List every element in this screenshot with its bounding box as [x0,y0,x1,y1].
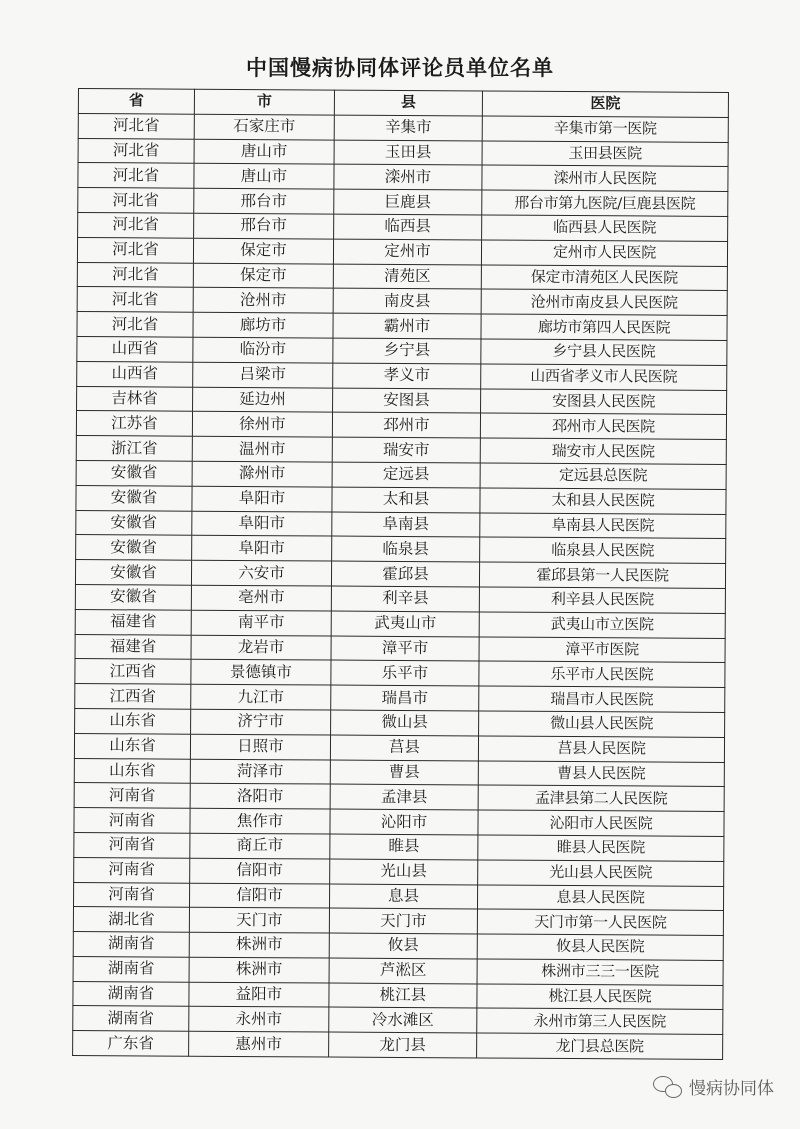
cell-hospital: 武夷山市立医院 [479,612,725,638]
cell-county: 冷水滩区 [329,1008,477,1034]
cell-county: 霍邱县 [331,561,479,587]
cell-county: 光山县 [330,859,478,885]
cell-city: 邢台市 [194,213,334,239]
cell-county: 定远县 [332,462,480,488]
cell-hospital: 瑞昌市人民医院 [479,686,725,712]
watermark-text: 慢病协同体 [689,1079,774,1099]
cell-city: 阜阳市 [192,511,332,537]
cell-province: 河北省 [78,188,194,214]
cell-hospital: 滦州市人民医院 [482,165,728,191]
cell-hospital: 廊坊市第四人民医院 [481,314,727,340]
cell-county: 临西县 [334,214,482,240]
cell-city: 信阳市 [190,858,330,884]
cell-county: 武夷山市 [331,611,479,637]
cell-county: 曹县 [330,760,478,786]
cell-county: 莒县 [330,735,478,761]
cell-county: 乐平市 [331,660,479,686]
cell-province: 山西省 [77,361,193,387]
cell-county: 睢县 [330,834,478,860]
cell-hospital: 攸县人民医院 [477,934,723,960]
cell-city: 九江市 [191,684,331,710]
cell-hospital: 保定市清苑区人民医院 [481,265,727,291]
cell-province: 安徽省 [76,510,192,536]
cell-county: 临泉县 [332,536,480,562]
cell-hospital: 定远县总医院 [480,463,726,489]
cell-county: 玉田县 [334,140,482,166]
cell-city: 延边州 [193,387,333,413]
cell-province: 浙江省 [76,436,192,462]
cell-province: 福建省 [75,609,191,635]
cell-province: 河北省 [77,312,193,338]
cell-hospital: 辛集市第一医院 [482,116,728,142]
header-hospital: 医院 [482,91,728,117]
header-province: 省 [78,89,194,115]
cell-county: 乡宁县 [333,338,481,364]
cell-province: 山西省 [77,336,193,362]
cell-city: 保定市 [193,263,333,289]
cell-city: 石家庄市 [194,114,334,140]
cell-city: 唐山市 [194,164,334,190]
cell-city: 菏泽市 [190,759,330,785]
cell-hospital: 光山县人民医院 [478,860,724,886]
header-county: 县 [334,90,482,116]
cell-hospital: 乡宁县人民医院 [481,339,727,365]
cell-hospital: 邳州市人民医院 [480,413,726,439]
cell-province: 吉林省 [77,386,193,412]
header-city: 市 [194,89,334,115]
cell-province: 河南省 [74,808,190,834]
cell-city: 唐山市 [194,139,334,165]
cell-county: 辛集市 [334,115,482,141]
cell-county: 瑞昌市 [331,685,479,711]
watermark [653,1074,774,1099]
cell-county: 微山县 [331,710,479,736]
cell-hospital: 邢台市第九医院/巨鹿县医院 [482,190,728,216]
cell-city: 滁州市 [192,461,332,487]
cell-hospital: 利辛县人民医院 [479,587,725,613]
cell-province: 河北省 [78,163,194,189]
cell-hospital: 山西省孝义市人民医院 [481,364,727,390]
cell-county: 南皮县 [333,288,481,314]
cell-province: 山东省 [74,733,190,759]
cell-province: 安徽省 [75,560,191,586]
cell-city: 吕梁市 [193,362,333,388]
cell-province: 河北省 [78,113,194,139]
cell-county: 孟津县 [330,784,478,810]
cell-city: 温州市 [192,436,332,462]
cell-hospital: 临西县人民医院 [482,215,728,241]
cell-hospital: 定州市人民医院 [481,240,727,266]
cell-province: 河南省 [74,783,190,809]
cell-county: 息县 [329,884,477,910]
cell-hospital: 息县人民医院 [477,884,723,910]
cell-province: 福建省 [75,634,191,660]
cell-county: 利辛县 [331,586,479,612]
cell-hospital: 漳平市医院 [479,636,725,662]
cell-hospital: 沁阳市人民医院 [478,810,724,836]
cell-city: 阜阳市 [192,486,332,512]
cell-province: 安徽省 [75,584,191,610]
cell-hospital: 龙门县总医院 [477,1033,723,1059]
cell-province: 河北省 [77,237,193,263]
page-title: 中国慢病协同体评论员单位名单 [246,56,554,80]
cell-province: 河北省 [77,287,193,313]
cell-hospital: 桃江县人民医院 [477,984,723,1010]
cell-city: 景德镇市 [191,660,331,686]
cell-city: 邢台市 [194,188,334,214]
cell-hospital: 孟津县第二人民医院 [478,785,724,811]
cell-hospital: 天门市第一人民医院 [477,909,723,935]
cell-county: 阜南县 [332,512,480,538]
cell-city: 保定市 [193,238,333,264]
cell-province: 湖南省 [73,956,189,982]
cell-hospital: 太和县人民医院 [480,488,726,514]
cell-county: 安图县 [333,388,481,414]
cell-county: 孝义市 [333,363,481,389]
cell-province: 江西省 [75,659,191,685]
cell-hospital: 安图县人民医院 [481,389,727,415]
cell-hospital: 阜南县人民医院 [480,513,726,539]
cell-county: 漳平市 [331,636,479,662]
cell-city: 洛阳市 [190,784,330,810]
cell-city: 阜阳市 [192,536,332,562]
cell-city: 临汾市 [193,337,333,363]
cell-province: 安徽省 [76,485,192,511]
cell-city: 沧州市 [193,288,333,314]
cell-hospital: 临泉县人民医院 [480,537,726,563]
cell-county: 定州市 [333,239,481,265]
roster-body [73,113,729,1059]
cell-county: 滦州市 [334,164,482,190]
cell-province: 山东省 [74,758,190,784]
cell-hospital: 微山县人民医院 [479,711,725,737]
cell-hospital: 瑞安市人民医院 [480,438,726,464]
cell-city: 商丘市 [190,833,330,859]
cell-hospital: 曹县人民医院 [478,760,724,786]
cell-county: 清苑区 [333,264,481,290]
cell-province: 河南省 [74,832,190,858]
cell-city: 惠州市 [189,1031,329,1057]
cell-city: 龙岩市 [191,635,331,661]
cell-county: 沁阳市 [330,809,478,835]
cell-city: 永州市 [189,1007,329,1033]
cell-city: 日照市 [190,734,330,760]
cell-province: 江苏省 [76,411,192,437]
hospital-roster-table [72,88,729,1060]
cell-province: 河北省 [78,138,194,164]
cell-city: 益阳市 [189,982,329,1008]
cell-city: 信阳市 [189,883,329,909]
cell-hospital: 永州市第三人民医院 [477,1008,723,1034]
cell-province: 河北省 [77,262,193,288]
cell-county: 瑞安市 [332,437,480,463]
wechat-icon [653,1076,683,1098]
cell-city: 天门市 [189,907,329,933]
cell-county: 天门市 [329,908,477,934]
cell-hospital: 莒县人民医院 [478,736,724,762]
cell-hospital: 沧州市南皮县人民医院 [481,289,727,315]
cell-province: 河北省 [78,212,194,238]
cell-county: 巨鹿县 [334,189,482,215]
table-row [73,1031,723,1060]
cell-county: 攸县 [329,933,477,959]
cell-city: 六安市 [191,560,331,586]
cell-province: 江西省 [75,684,191,710]
cell-province: 安徽省 [76,535,192,561]
cell-city: 济宁市 [191,709,331,735]
cell-province: 广东省 [73,1031,189,1057]
cell-city: 亳州市 [191,585,331,611]
cell-hospital: 玉田县医院 [482,141,728,167]
cell-county: 桃江县 [329,983,477,1009]
cell-county: 龙门县 [329,1032,477,1058]
cell-province: 湖南省 [73,932,189,958]
cell-hospital: 睢县人民医院 [478,835,724,861]
cell-hospital: 霍邱县第一人民医院 [479,562,725,588]
cell-city: 廊坊市 [193,312,333,338]
cell-city: 徐州市 [192,412,332,438]
cell-province: 安徽省 [76,460,192,486]
cell-city: 焦作市 [190,808,330,834]
cell-city: 株洲市 [189,957,329,983]
cell-county: 邳州市 [332,412,480,438]
cell-city: 南平市 [191,610,331,636]
cell-province: 河南省 [73,882,189,908]
cell-county: 太和县 [332,487,480,513]
cell-city: 株洲市 [189,932,329,958]
cell-county: 芦淞区 [329,958,477,984]
cell-province: 河南省 [74,857,190,883]
cell-province: 湖南省 [73,981,189,1007]
cell-hospital: 乐平市人民医院 [479,661,725,687]
cell-province: 湖北省 [73,907,189,933]
cell-province: 山东省 [75,708,191,734]
cell-county: 霸州市 [333,313,481,339]
cell-hospital: 株洲市三三一医院 [477,959,723,985]
cell-province: 湖南省 [73,1006,189,1032]
